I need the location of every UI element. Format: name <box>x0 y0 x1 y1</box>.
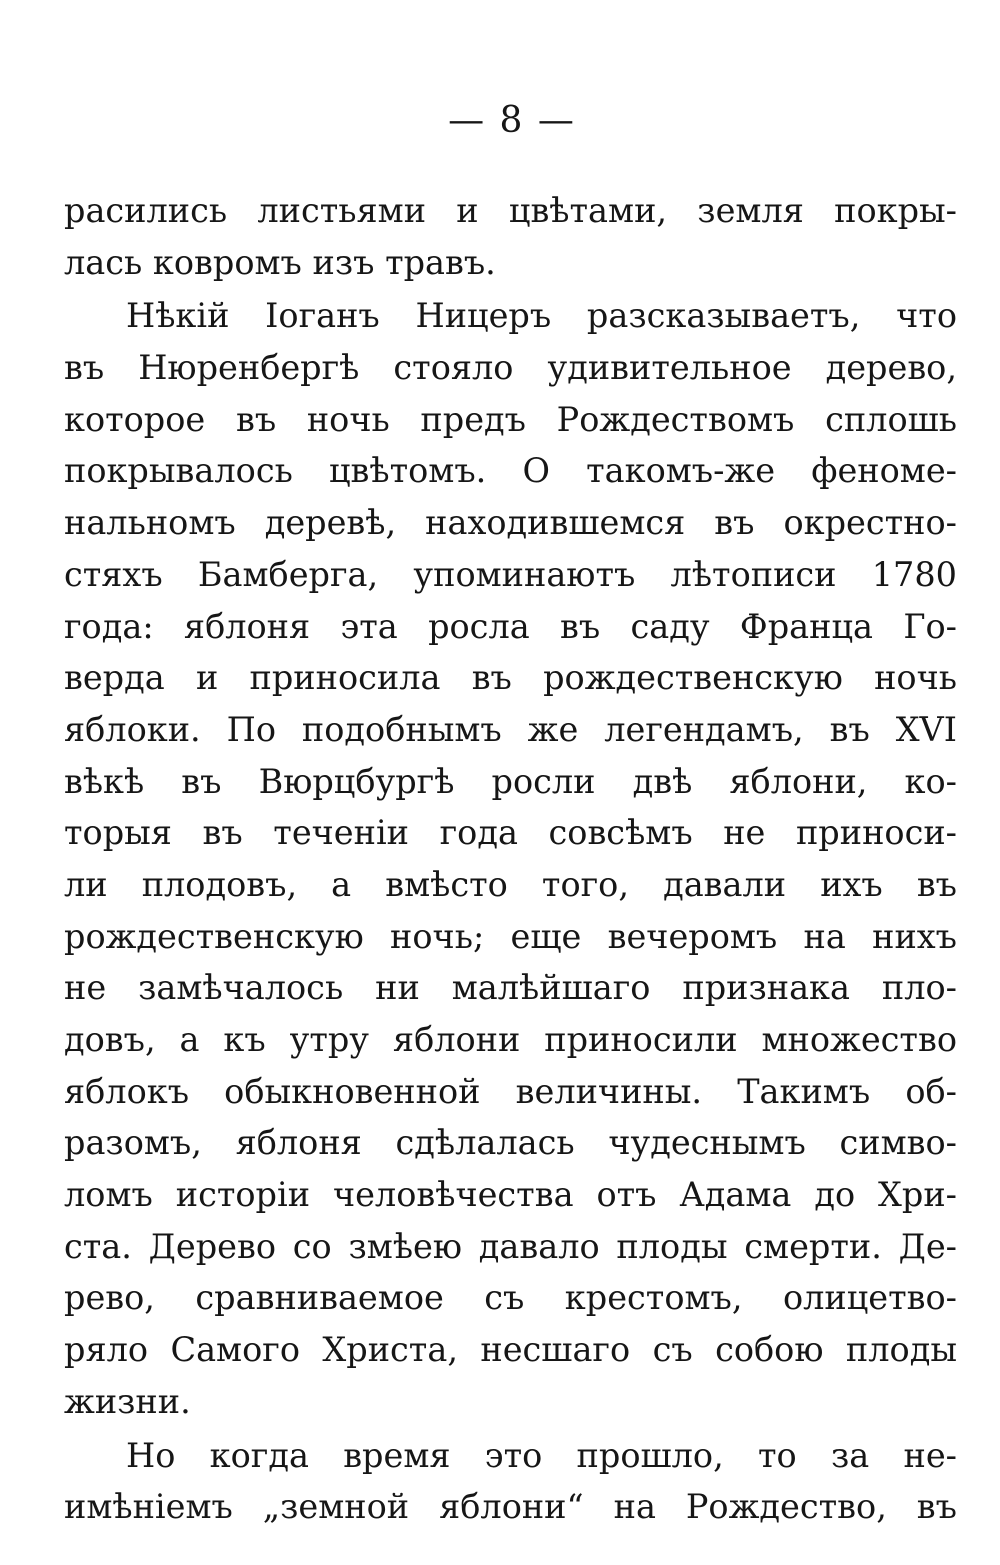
text-line: верда и приносила въ рождественскую ночь <box>64 658 957 698</box>
text-line: рождественскую ночь; еще вечеромъ на нихъ <box>64 916 957 956</box>
text-line: покрывалось цвѣтомъ. О такомъ-же феноме- <box>64 451 957 491</box>
text-line: разомъ, яблоня сдѣлалась чудеснымъ симво- <box>64 1123 957 1163</box>
text-line: не замѣчалось ни малѣйшаго признака пло- <box>64 968 957 1008</box>
body-text <box>64 185 957 1533</box>
text-line: яблокъ обыкновенной величины. Такимъ об- <box>64 1071 957 1111</box>
text-line: рево, сравниваемое съ крестомъ, олицетво- <box>64 1278 957 1318</box>
text-line: Нѣкій Іоганъ Ницеръ разсказываетъ, что <box>126 296 957 336</box>
text-line: въ Нюренбергѣ стояло удивительное дерево, <box>64 348 957 388</box>
text-line: довъ, а къ утру яблони приносили множество <box>64 1020 957 1059</box>
text-line: жизни. <box>64 1381 191 1421</box>
text-line: ста. Дерево со змѣею давало плоды смерти. Де- <box>64 1226 957 1266</box>
text-line: торыя въ теченіи года совсѣмъ не приноси- <box>64 813 957 853</box>
text-line: яблоки. По подобнымъ же легендамъ, въ XVI <box>64 709 957 749</box>
text-line: имѣніемъ „земной яблони“ на Рождество, въ <box>64 1487 957 1527</box>
text-line: ломъ исторіи человѣчества отъ Адама до Хри- <box>64 1175 957 1215</box>
text-line: вѣкѣ въ Вюрцбургѣ росли двѣ яблони, ко- <box>64 761 957 801</box>
text-line: расились листьями и цвѣтами, земля покры- <box>64 191 957 230</box>
text-line: ли плодовъ, а вмѣсто того, давали ихъ въ <box>64 864 957 904</box>
text-line: лась ковромъ изъ травъ. <box>64 242 496 282</box>
text-line: Но когда время это прошло, то за не- <box>126 1435 957 1475</box>
page-number: — 8 — <box>448 100 576 141</box>
text-line: нальномъ деревѣ, находившемся въ окрестно- <box>64 503 957 543</box>
text-line: ряло Самого Христа, несшаго съ собою плоды <box>64 1330 957 1370</box>
text-line: которое въ ночь предъ Рождествомъ сплошь <box>64 399 957 439</box>
text-line: стяхъ Бамберга, упоминаютъ лѣтописи 1780 <box>64 554 957 594</box>
text-line: года: яблоня эта росла въ саду Франца Го- <box>64 606 957 646</box>
